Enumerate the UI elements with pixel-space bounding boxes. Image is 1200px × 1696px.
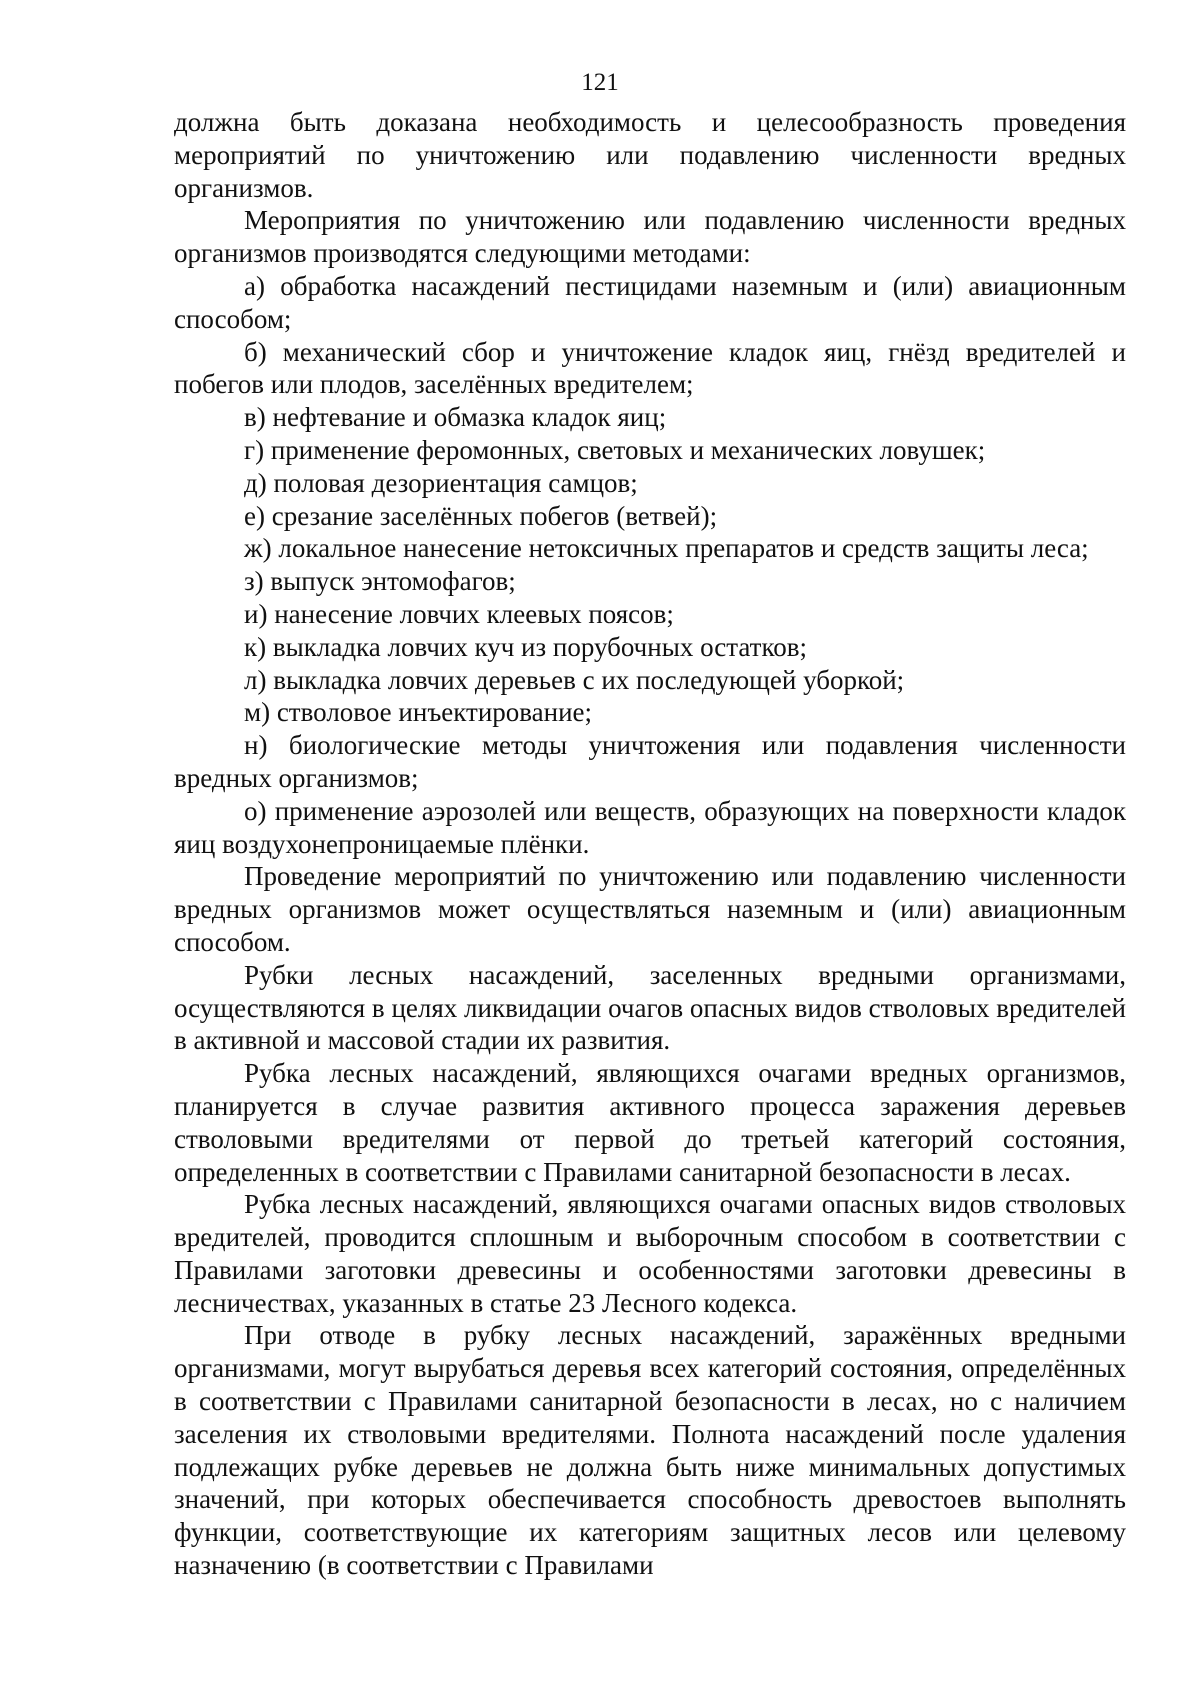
document-body bbox=[174, 106, 1126, 1582]
list-item-g: г) применение феромонных, световых и механических ловушек; bbox=[244, 434, 986, 465]
list-item-i: и) нанесение ловчих клеевых поясов; bbox=[244, 598, 674, 629]
paragraph-felling-allotment: При отводе в рубку лесных насаждений, заражённых вредными организмами, могут вырубаться деревья всех категорий состояния, определённых в соответствии с Правилами санитарной безопасности в лесах, но с наличием заселения их стволовыми вредителями. Полнота насаждений после удаления подлежащих рубке деревьев не должна быть ниже минимальных допустимых значений, при которых обеспечивается способность древостоев выполнять функции, соответствующие их категориям защитных лесов или целевому назначению (в соответствии с Правилами bbox=[174, 1320, 1126, 1581]
list-item-n: н) биологические методы уничтожения или подавления численности вредных организмов; bbox=[174, 730, 1126, 793]
list-item-o: о) применение аэрозолей или веществ, образующих на поверхности кладок яиц воздухонепроницаемые плёнки. bbox=[174, 795, 1126, 859]
paragraph-felling-purpose: Рубки лесных насаждений, заселенных вредными организмами, осуществляются в целях ликвидации очагов опасных видов стволовых вредителей в активной и массовой стадии их развития. bbox=[174, 959, 1126, 1056]
list-item-e: е) срезание заселённых побегов (ветвей); bbox=[244, 500, 718, 531]
list-item-v: в) нефтевание и обмазка кладок яиц; bbox=[244, 402, 667, 433]
list-item-z: з) выпуск энтомофагов; bbox=[244, 566, 516, 597]
paragraph-application-method: Проведение мероприятий по уничтожению или подавлению численности вредных организмов может осуществляться наземным и (или) авиационным способом. bbox=[174, 861, 1126, 957]
list-item-a: а) обработка насаждений пестицидами наземным и (или) авиационным способом; bbox=[174, 270, 1126, 334]
paragraph-methods-intro: Мероприятия по уничтожению или подавлению численности вредных организмов производятся следующими методами: bbox=[174, 205, 1126, 269]
list-item-m: м) стволовое инъектирование; bbox=[244, 697, 593, 728]
paragraph-felling-planning: Рубка лесных насаждений, являющихся очагами вредных организмов, планируется в случае развития активного процесса заражения деревьев стволовыми вредителями от первой до третьей категорий состояния, определенных в соответствии с Правилами санитарной безопасности в лесах. bbox=[174, 1058, 1126, 1187]
page-number: 121 bbox=[581, 69, 619, 96]
paragraph-felling-method: Рубка лесных насаждений, являющихся очагами опасных видов стволовых вредителей, проводится сплошным и выборочным способом в соответствии с Правилами заготовки древесины и особенностями заготовки древесины в лесничествах, указанных в статье 23 Лесного кодекса. bbox=[174, 1189, 1126, 1318]
list-item-b: б) механический сбор и уничтожение кладок яиц, гнёзд вредителей и побегов или плодов, заселённых вредителем; bbox=[174, 336, 1126, 400]
list-item-zh: ж) локальное нанесение нетоксичных препаратов и средств защиты леса; bbox=[244, 533, 1089, 564]
list-item-l: л) выкладка ловчих деревьев с их последующей уборкой; bbox=[244, 664, 905, 695]
list-item-k: к) выкладка ловчих куч из порубочных остатков; bbox=[244, 631, 807, 662]
list-item-d: д) половая дезориентация самцов; bbox=[244, 467, 638, 498]
paragraph-continuation: должна быть доказана необходимость и целесообразность проведения мероприятий по уничтожению или подавлению численности вредных организмов. bbox=[174, 107, 1126, 203]
